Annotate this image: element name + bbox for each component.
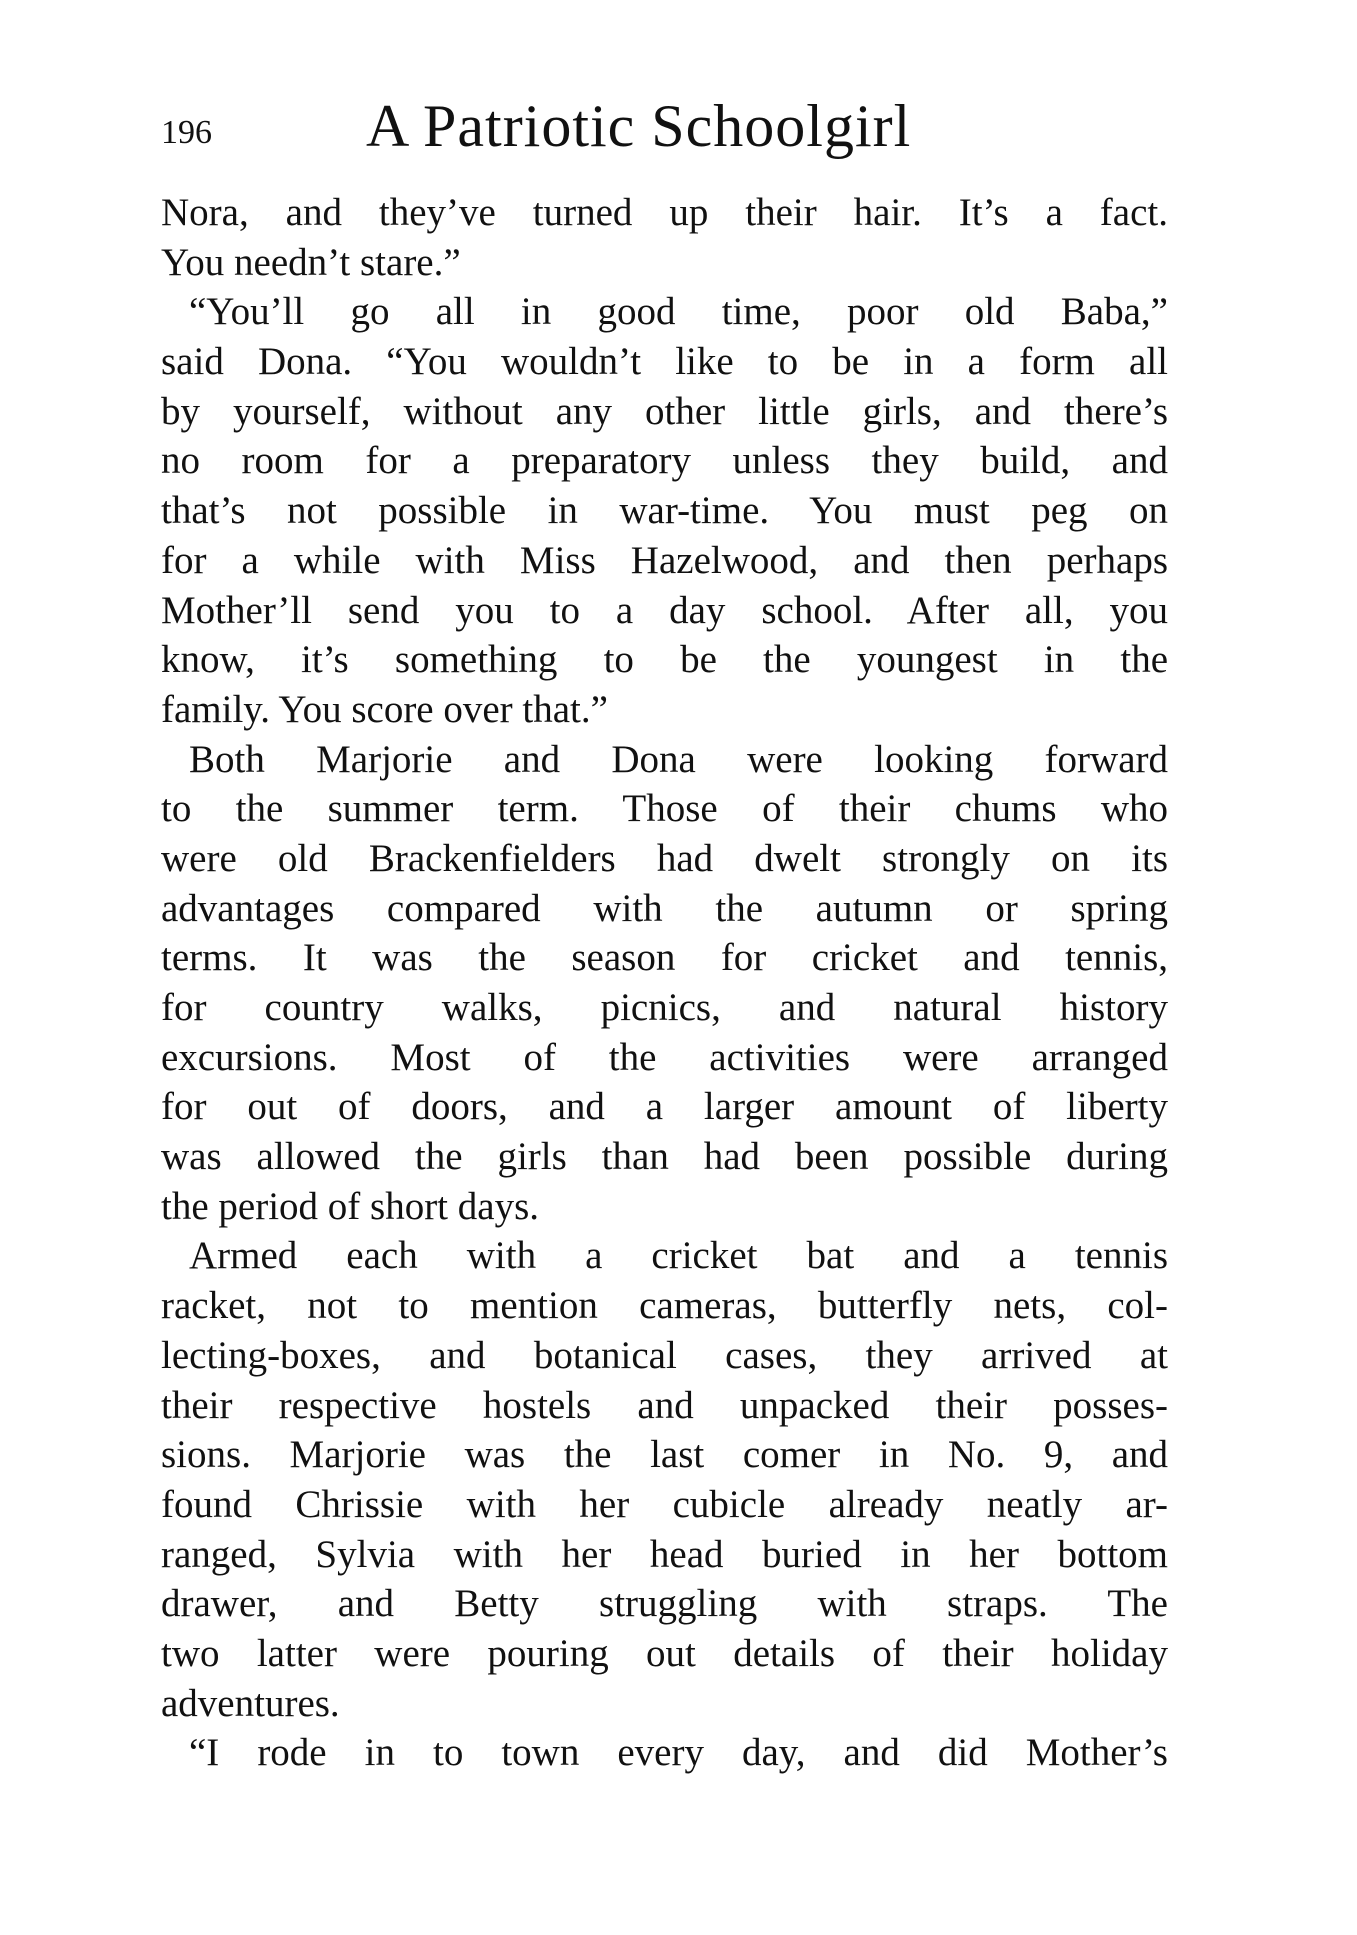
text-line: terms. It was the season for cricket and tennis, bbox=[161, 936, 1168, 980]
text-line: the period of short days. bbox=[161, 1184, 540, 1228]
text-line: ranged, Sylvia with her head buried in her bottom bbox=[161, 1532, 1168, 1576]
text-line: no room for a preparatory unless they build, and bbox=[161, 439, 1168, 483]
text-line: that’s not possible in war-time. You must peg on bbox=[161, 489, 1168, 533]
text-line: You needn’t stare.” bbox=[161, 240, 461, 284]
text-line: adventures. bbox=[161, 1681, 340, 1725]
text-line: to the summer term. Those of their chums who bbox=[161, 787, 1168, 831]
page-body-text bbox=[161, 188, 1168, 1778]
text-line: family. You score over that.” bbox=[161, 687, 608, 731]
text-line: advantages compared with the autumn or spring bbox=[161, 886, 1168, 930]
text-line: two latter were pouring out details of their holiday bbox=[161, 1631, 1168, 1675]
text-line: said Dona. “You wouldn’t like to be in a form all bbox=[161, 340, 1168, 384]
page-number: 196 bbox=[161, 114, 212, 151]
text-line: drawer, and Betty struggling with straps. The bbox=[161, 1582, 1168, 1626]
text-line: was allowed the girls than had been possible during bbox=[161, 1135, 1168, 1179]
text-line: know, it’s something to be the youngest in the bbox=[161, 638, 1168, 682]
text-line: Armed each with a cricket bat and a tennis bbox=[189, 1234, 1168, 1278]
text-line: Both Marjorie and Dona were looking forward bbox=[189, 737, 1168, 781]
running-header bbox=[161, 92, 1168, 162]
running-title: A Patriotic Schoolgirl bbox=[366, 93, 912, 159]
text-line: found Chrissie with her cubicle already neatly ar- bbox=[161, 1482, 1168, 1526]
text-line: for out of doors, and a larger amount of liberty bbox=[161, 1085, 1168, 1129]
text-line: for country walks, picnics, and natural history bbox=[161, 986, 1168, 1029]
text-line: Mother’ll send you to a day school. After all, you bbox=[161, 588, 1168, 632]
text-line: excursions. Most of the activities were arranged bbox=[161, 1035, 1168, 1079]
text-line: “You’ll go all in good time, poor old Baba,” bbox=[189, 290, 1168, 334]
text-line: racket, not to mention cameras, butterfly nets, col- bbox=[161, 1284, 1168, 1328]
text-line: for a while with Miss Hazelwood, and then perhaps bbox=[161, 538, 1168, 582]
text-line: “I rode in to town every day, and did Mother’s bbox=[189, 1731, 1168, 1775]
text-line: by yourself, without any other little girls, and there’s bbox=[161, 389, 1168, 433]
text-line: lecting-boxes, and botanical cases, they arrived at bbox=[161, 1333, 1168, 1377]
text-line: were old Brackenfielders had dwelt strongly on its bbox=[161, 836, 1168, 880]
text-line: Nora, and they’ve turned up their hair. It’s a fact. bbox=[161, 191, 1168, 234]
text-line: their respective hostels and unpacked their posses- bbox=[161, 1383, 1168, 1427]
text-line: sions. Marjorie was the last comer in No. 9, and bbox=[161, 1433, 1168, 1477]
